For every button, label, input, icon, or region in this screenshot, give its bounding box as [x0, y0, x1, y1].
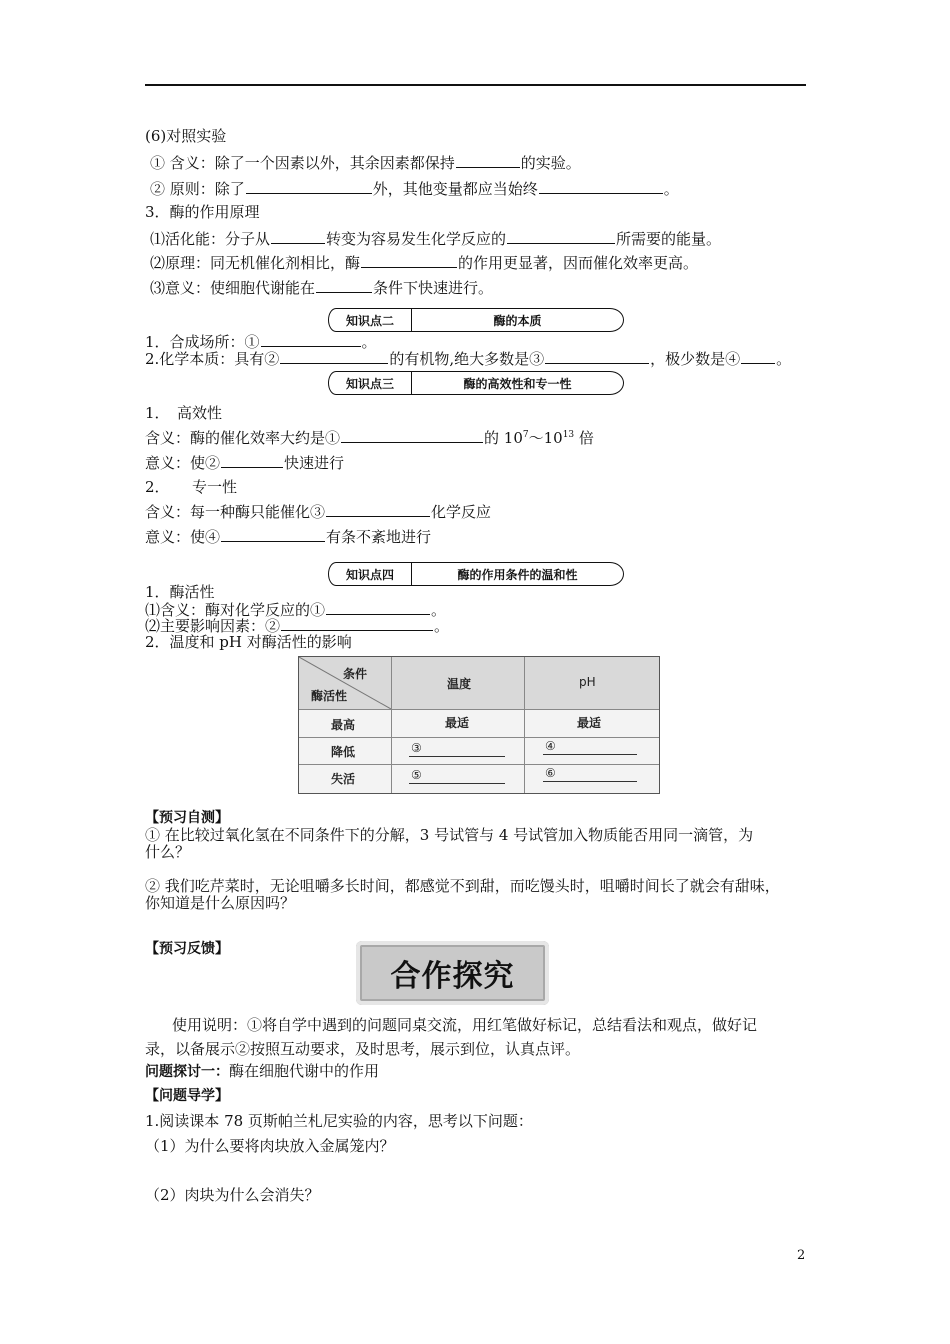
fill-blank[interactable] — [409, 756, 505, 757]
table-divider — [524, 657, 525, 793]
knowledge-point-2-label: 知识点二 酶的本质 — [328, 308, 624, 332]
question-guide-heading: 【问题导学】 — [145, 1088, 229, 1104]
feedback-heading: 【预习反馈】 — [145, 941, 229, 957]
self-test-heading: 【预习自测】 — [145, 810, 229, 826]
row-label-decrease: 降低 — [331, 745, 356, 759]
fill-blank[interactable] — [507, 229, 615, 244]
efficiency-significance-line: 意义：使② 快速进行 — [145, 454, 345, 472]
specificity-significance-line: 意义：使④ 有条不紊地进行 — [145, 528, 432, 546]
control-meaning-line: ① 含义：除了一个因素以外，其余因素都保持 的实验。 — [150, 154, 581, 172]
high-efficiency-heading: 1． 高效性 — [145, 404, 223, 422]
inquiry-one-title: 问题探讨一：酶在细胞代谢中的作用 — [145, 1062, 380, 1080]
cell-temp-decrease: ③ — [411, 741, 422, 755]
table-divider — [299, 764, 659, 765]
row-label-highest: 最高 — [331, 718, 356, 732]
enzyme-activity-heading: 1．酶活性 — [145, 583, 215, 601]
fill-blank[interactable] — [246, 179, 372, 194]
self-test-q1-line1: ① 在比较过氧化氢在不同条件下的分解，3 号试管与 4 号试管加入物质能否用同一滴管，为 — [145, 826, 754, 844]
fill-blank[interactable] — [361, 253, 457, 268]
table-divider — [299, 737, 659, 738]
self-test-q2-line1: ② 我们吃芹菜时，无论咀嚼多长时间，都感觉不到甜，而吃馒头时，咀嚼时间长了就会有甜味， — [145, 877, 780, 895]
column-ph: pH — [579, 675, 596, 689]
fill-blank[interactable] — [221, 527, 325, 542]
column-temperature: 温度 — [447, 677, 472, 691]
heading-control-experiment: (6)对照实验 — [145, 127, 227, 145]
fill-blank[interactable] — [271, 229, 325, 244]
self-test-q1-line2: 什么？ — [145, 843, 191, 861]
page-number: 2 — [797, 1248, 806, 1263]
usage-instructions-line1: 使用说明：①将自学中遇到的问题同桌交流，用红笔做好标记，总结看法和观点，做好记 — [172, 1016, 758, 1034]
fill-blank[interactable] — [409, 783, 505, 784]
fill-blank[interactable] — [539, 179, 663, 194]
fill-blank[interactable] — [545, 349, 649, 364]
cell-ph-inactivation: ⑥ — [545, 766, 556, 780]
fill-blank[interactable] — [543, 754, 637, 755]
table-divider — [391, 657, 392, 793]
activity-factors-line: ⑵主要影响因素：② 。 — [145, 617, 450, 635]
fill-blank[interactable] — [261, 332, 361, 347]
question-1: （1）为什么要将肉块放入金属笼内？ — [145, 1137, 395, 1155]
fill-blank[interactable] — [326, 502, 430, 517]
reading-task-line: 1.阅读课本 78 页斯帕兰札尼实验的内容，思考以下问题： — [145, 1112, 533, 1130]
knowledge-point-3-label: 知识点三 酶的高效性和专一性 — [328, 371, 624, 395]
question-2: （2）肉块为什么会消失？ — [145, 1186, 320, 1204]
cooperative-inquiry-banner: 合作探究 — [356, 941, 549, 1005]
fill-blank[interactable] — [741, 349, 775, 364]
enzyme-activity-table — [298, 656, 660, 794]
corner-conditions-label: 条件 — [343, 667, 368, 681]
fill-blank[interactable] — [280, 349, 388, 364]
header-rule — [145, 84, 806, 86]
activation-energy-line: ⑴活化能：分子从 转变为容易发生化学反应的 所需要的能量。 — [150, 230, 722, 248]
fill-blank[interactable] — [326, 600, 430, 615]
self-test-q2-line2: 你知道是什么原因吗？ — [145, 894, 296, 912]
fill-blank[interactable] — [281, 616, 433, 631]
table-divider — [299, 709, 659, 710]
significance-line: ⑶意义：使细胞代谢能在 条件下快速进行。 — [150, 279, 494, 297]
fill-blank[interactable] — [341, 428, 483, 443]
row-label-inactivation: 失活 — [331, 772, 356, 786]
synthesis-site-line: 1．合成场所：① 。 — [145, 333, 377, 351]
heading-enzyme-principle: 3．酶的作用原理 — [145, 203, 260, 221]
principle-line: ⑵原理：同无机催化剂相比，酶 的作用更显著，因而催化效率更高。 — [150, 254, 699, 272]
specificity-heading: 2． 专一性 — [145, 478, 238, 496]
control-principle-line: ② 原则：除了 外，其他变量都应当始终 。 — [150, 180, 679, 198]
fill-blank[interactable] — [543, 781, 637, 782]
fill-blank[interactable] — [456, 153, 520, 168]
cell-temp-inactivation: ⑤ — [411, 768, 422, 782]
specificity-meaning-line: 含义：每一种酶只能催化③ 化学反应 — [145, 503, 492, 521]
cell-ph-highest: 最适 — [577, 716, 602, 730]
chemical-nature-line: 2.化学本质：具有② 的有机物,绝大多数是③ ，极少数是④ 。 — [145, 350, 792, 368]
corner-activity-label: 酶活性 — [311, 689, 348, 703]
temperature-ph-heading: 2．温度和 pH 对酶活性的影响 — [145, 633, 352, 651]
cell-temp-highest: 最适 — [445, 716, 470, 730]
activity-meaning-line: ⑴含义：酶对化学反应的① 。 — [145, 601, 447, 619]
fill-blank[interactable] — [316, 278, 372, 293]
knowledge-point-4-label: 知识点四 酶的作用条件的温和性 — [328, 562, 624, 586]
cell-ph-decrease: ④ — [545, 739, 556, 753]
usage-instructions-line2: 录，以备展示②按照互动要求，及时思考，展示到位，认真点评。 — [145, 1040, 581, 1058]
efficiency-meaning-line: 含义：酶的催化效率大约是① 的 $10^7\sim 10^{13}$ 倍 — [145, 429, 594, 447]
fill-blank[interactable] — [221, 453, 283, 468]
